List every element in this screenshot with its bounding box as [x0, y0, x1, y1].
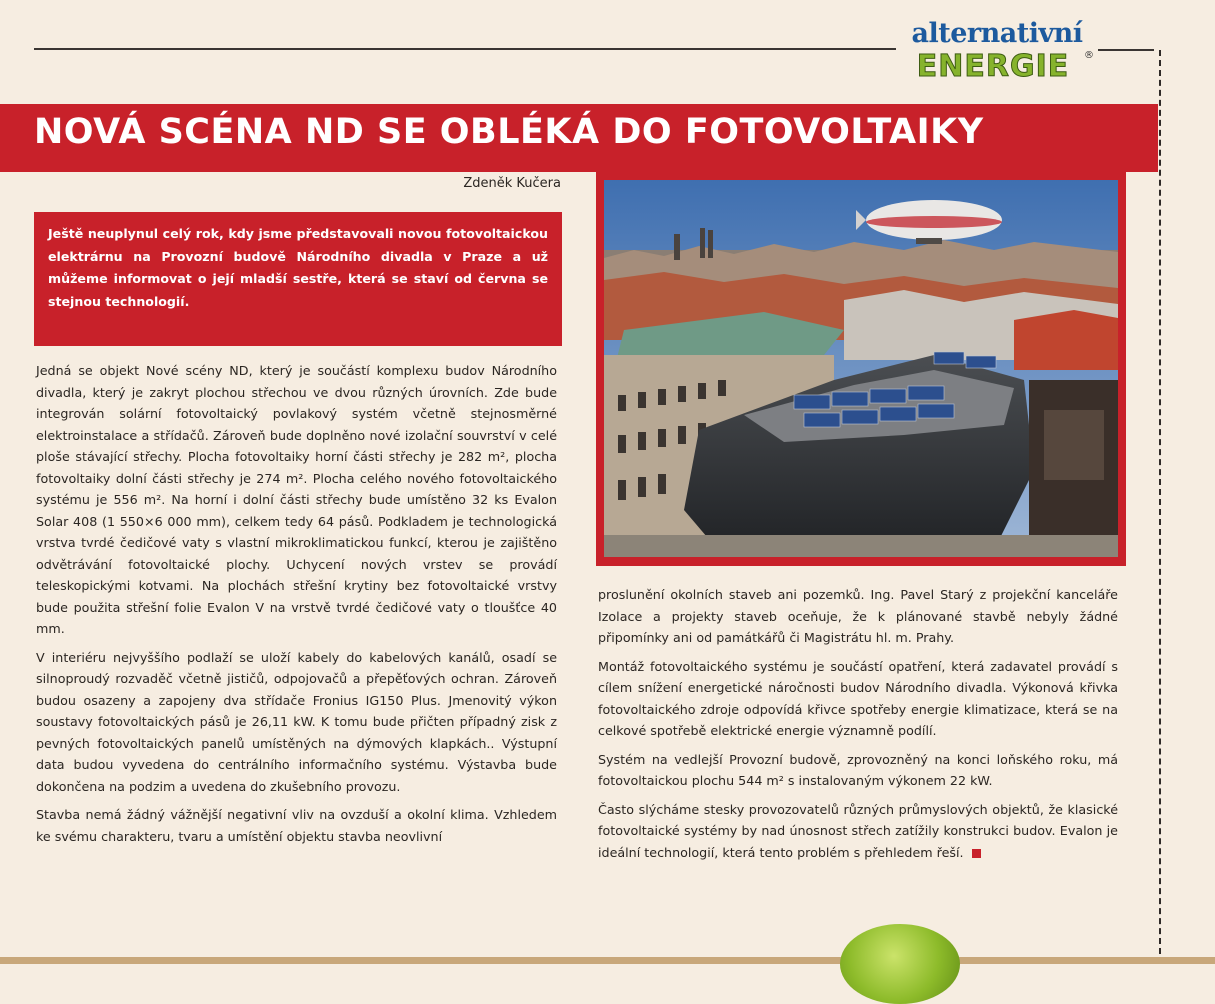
header-rule-right	[1098, 49, 1154, 51]
paragraph: Systém na vedlejší Provozní budově, zprovozněný na konci loňského roku, má fotovoltaickou plochu 544 m² s instalovaným výkonem 22 kW.	[598, 751, 1118, 788]
page-trim-line	[1159, 50, 1161, 964]
article-lead: Ještě neuplynul celý rok, kdy jsme představovali novou fotovoltaickou elektrárnu na Provozní budově Národního divadla v Praze a už můžeme informovat o její mladší sestře, která se staví od června se stejnou technologií.	[48, 226, 548, 309]
logo-wordmark-top: alternativní	[911, 18, 1083, 49]
paragraph: Montáž fotovoltaického systému je součástí opatření, která zadavatel provádí s cílem snížení energetické náročnosti budov Národního divadla. Výkonová křivka fotovoltaického zdroje odpovídá křivce spotřeby energie klimatizace, která se na celkové spotřebě elektrické energie významně podílí.	[598, 658, 1118, 738]
paragraph: Jedná se objekt Nové scény ND, který je součástí komplexu budov Národního divadla, který je zakryt plochou střechou ve dvou různých úrovních. Zde bude integrován solární fotovoltaický povlakový systém včetně stejnosměrné elektroinstalace a střídačů. Zároveň bude doplněno nové izolační souvrství v celé ploše stávající střechy. Plocha fotovoltaiky horní části střechy je 282 m², plocha fotovoltaiky dolní části střechy je 274 m². Plocha celého nového fotovoltaického systému je 556 m². Na horní i dolní části střechy bude umístěno 32 ks Evalon Solar 408 (1 550×6 000 mm), celkem tedy 64 pásů. Podkladem je technologická vrstva tvrdé čedičové vaty s vlastní mikroklimatickou funkcí, kterou je zajištěno odvětrávání fotovoltaické plochy. Uchycení nových vrstev se provádí teleskopickými kotvami. Na plochách střešní krytiny bez fotovoltaické vrstvy bude použita střešní folie Evalon V na vrstvě tvrdé čedičové vaty o tloušťce 40 mm.	[36, 363, 557, 636]
end-of-article-mark	[972, 849, 981, 858]
text-column-left	[36, 360, 557, 854]
magazine-logo	[896, 18, 1098, 92]
lead-box	[34, 212, 562, 346]
article-photo	[604, 180, 1118, 557]
decorative-green-ball	[840, 924, 960, 1004]
registered-mark: ®	[1084, 50, 1094, 61]
article-title: NOVÁ SCÉNA ND SE OBLÉKÁ DO FOTOVOLTAIKY	[34, 112, 984, 152]
article-author: Zdeněk Kučera	[463, 176, 561, 191]
logo-wordmark-bottom: ENERGIE	[916, 49, 1070, 84]
photo-frame	[596, 172, 1126, 566]
page-bottom-edge	[0, 957, 1215, 964]
paragraph: V interiéru nejvyššího podlaží se uloží kabely do kabelových kanálů, osadí se silnoproudý rozvaděč včetně jističů, odpojovačů a přepěťových ochran. Zároveň budou osazeny a zapojeny dva střídače Fronius IG150 Plus. Jmenovitý výkon soustavy fotovoltaických pásů je 26,11 kW. K tomu bude přičten případný zisk z pevných fotovoltaických panelů umístěných na dýmových klapkách.. Výstupní data budou vyvedena do centrálního informačního systému. Výstavba bude dokončena na podzim a uvedena do zkušebního provozu.	[36, 649, 557, 794]
paragraph: Stavba nemá žádný vážnější negativní vliv na ovzduší a okolní klima. Vzhledem ke svému charakteru, tvaru a umístění objektu stavba neovlivní	[36, 807, 557, 844]
paragraph-text: Často slýcháme stesky provozovatelů různých průmyslových objektů, že klasické fotovoltaické systémy by nad únosnost střech zatížily konstrukci budov. Evalon je ideální technologií, která tento problém s přehledem řeší.	[598, 801, 1118, 860]
text-column-right	[598, 584, 1118, 870]
paragraph-last	[598, 799, 1118, 864]
header-rule	[34, 48, 896, 50]
paragraph: proslunění okolních staveb ani pozemků. Ing. Pavel Starý z projekční kanceláře Izolace a projekty staveb oceňuje, že k plánované stavbě nebyly žádné připomínky ani od památkářů či Magistrátu hl. m. Prahy.	[598, 587, 1118, 645]
